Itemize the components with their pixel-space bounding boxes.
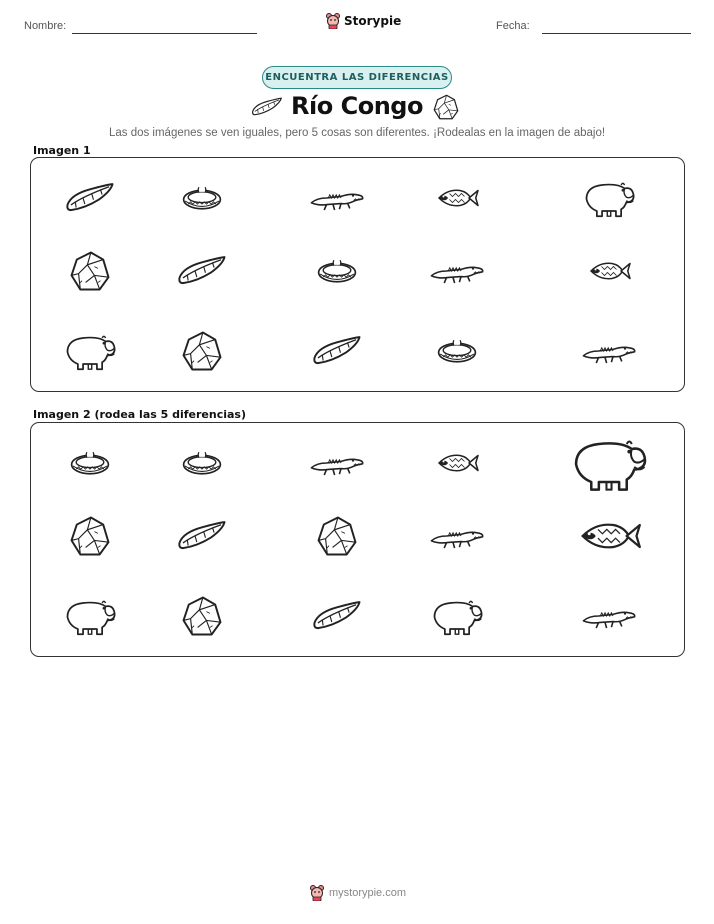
image2-label: Imagen 2 (rodea las 5 diferencias) (33, 408, 247, 421)
fish-icon (434, 183, 480, 213)
hippo-icon[interactable] (64, 594, 116, 638)
bear-logo-icon (310, 885, 324, 901)
name-field[interactable] (72, 33, 257, 34)
rock-icon (68, 249, 112, 293)
rock-icon (180, 329, 224, 373)
crocodile-icon (309, 181, 365, 215)
canoe-icon (64, 180, 116, 216)
rock-icon[interactable] (68, 514, 112, 558)
brand (326, 13, 401, 29)
canoe-icon[interactable] (176, 518, 228, 554)
bracelet-icon[interactable] (67, 447, 113, 479)
crocodile-icon[interactable] (309, 446, 365, 480)
date-field[interactable] (542, 33, 691, 34)
rock-icon (432, 92, 460, 122)
bear-logo-icon (326, 13, 340, 29)
image1-panel (30, 157, 685, 392)
crocodile-icon[interactable] (429, 519, 485, 553)
canoe-icon (311, 333, 363, 369)
hippo-icon (64, 329, 116, 373)
image1-label: Imagen 1 (33, 144, 91, 157)
page-title: Río Congo (291, 92, 423, 120)
bracelet-icon (434, 335, 480, 367)
rock-icon[interactable] (180, 594, 224, 638)
hippo-icon (583, 176, 635, 220)
footer-site: mystorypie.com (329, 887, 407, 899)
footer (310, 885, 406, 901)
hippo-icon[interactable] (431, 594, 483, 638)
name-label: Nombre: (24, 20, 67, 32)
bracelet-icon (314, 255, 360, 287)
date-label: Fecha: (496, 20, 530, 32)
fish-icon[interactable] (434, 448, 480, 478)
bracelet-icon (179, 182, 225, 214)
crocodile-icon (429, 254, 485, 288)
fish-icon (586, 256, 632, 286)
canoe-icon (250, 96, 284, 118)
brand-name: Storypie (344, 14, 402, 28)
crocodile-icon[interactable] (581, 599, 637, 633)
bracelet-icon[interactable] (179, 447, 225, 479)
canoe-icon[interactable] (311, 598, 363, 634)
crocodile-icon (581, 334, 637, 368)
instructions: Las dos imágenes se ven iguales, pero 5 cosas son diferentes. ¡Rodealas en la imagen de abajo! (108, 127, 606, 139)
fish-icon[interactable] (576, 514, 642, 558)
image2-panel[interactable] (30, 422, 685, 657)
hippo-icon[interactable] (571, 431, 647, 495)
rock-icon[interactable] (315, 514, 359, 558)
canoe-icon (176, 253, 228, 289)
activity-badge: ENCUENTRA LAS DIFERENCIAS (262, 66, 452, 89)
